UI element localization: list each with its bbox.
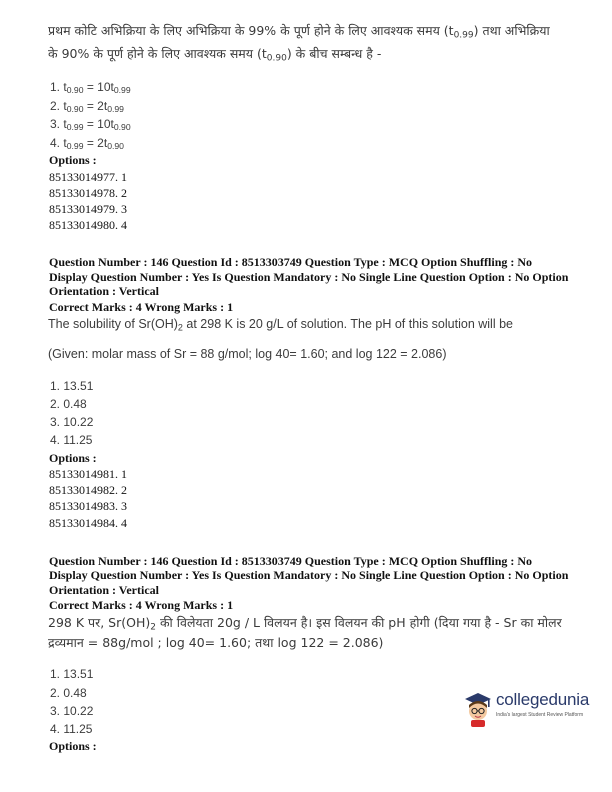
question-given: (Given: molar mass of Sr = 88 g/mol; log 40= 1.60; and log 122 = 2.086)	[48, 347, 447, 361]
question-meta-line3: Orientation : Vertical	[49, 583, 159, 597]
option-item: 2. $t_{0.90} = 2t_{0.99}$	[50, 99, 124, 115]
option-item: 3. 10.22	[50, 415, 94, 429]
question-text-line2: द्रव्यमान = 88g/mol ; log 40= 1.60; तथा log 122 = 2.086)	[48, 635, 384, 650]
option-code: 85133014983. 3	[49, 499, 127, 513]
question-text-line1: 298 K पर, $Sr(OH)_2$ की विलेयता 20g / L विलयन है। इस विलयन की pH होगी (दिया गया है - Sr का मोलर	[48, 615, 562, 633]
question-text-line2: के 90% के पूर्ण होने के लिए आवश्यक समय $(t_{0.90})$ के बीच सम्बन्ध है -	[48, 46, 382, 64]
options-label: Options :	[49, 153, 97, 167]
option-item: 3. 10.22	[50, 704, 94, 718]
option-item: 4. 11.25	[50, 433, 93, 447]
logo-tagline: India's largest Student Review Platform	[496, 712, 584, 718]
options-label: Options :	[49, 739, 97, 753]
question-meta-line1: Question Number : 146 Question Id : 8513303749 Question Type : MCQ Option Shuffling : No	[49, 554, 533, 568]
marks-line: Correct Marks : 4 Wrong Marks : 1	[49, 300, 234, 314]
option-code: 85133014977. 1	[49, 170, 127, 184]
option-code: 85133014980. 4	[49, 218, 127, 232]
option-code: 85133014981. 1	[49, 467, 127, 481]
option-code: 85133014984. 4	[49, 516, 127, 530]
question-meta-line3: Orientation : Vertical	[49, 284, 159, 298]
option-item: 2. 0.48	[50, 686, 87, 700]
option-item: 4. 11.25	[50, 722, 93, 736]
question-meta-line2: Display Question Number : Yes Is Question Mandatory : No Single Line Question Option : No Option	[49, 568, 569, 582]
option-code: 85133014979. 3	[49, 202, 127, 216]
option-code: 85133014982. 2	[49, 483, 127, 497]
marks-line: Correct Marks : 4 Wrong Marks : 1	[49, 598, 234, 612]
question-text-line1: प्रथम कोटि अभिक्रिया के लिए अभिक्रिया के 99% के पूर्ण होने के लिए आवश्यक समय $(t_{0.99})$ तथा अभिक्रिया	[48, 23, 550, 41]
option-item: 3. $t_{0.99} = 10t_{0.90}$	[50, 117, 131, 133]
logo-wordmark: collegedunia	[496, 690, 590, 709]
question-meta-line2: Display Question Number : Yes Is Question Mandatory : No Single Line Question Option : No Option	[49, 270, 569, 284]
option-item: 1. 13.51	[50, 667, 94, 681]
option-item: 2. 0.48	[50, 397, 87, 411]
question-meta-line1: Question Number : 146 Question Id : 8513303749 Question Type : MCQ Option Shuffling : No	[49, 255, 533, 269]
question-text: The solubility of $Sr(OH)_2$ at 298 K is 20 g/L of solution. The pH of this solution will be	[48, 317, 513, 333]
option-item: 1. $t_{0.90} = 10t_{0.99}$	[50, 80, 131, 96]
option-item: 4. $t_{0.99} = 2t_{0.90}$	[50, 136, 124, 152]
option-item: 1. 13.51	[50, 379, 94, 393]
option-code: 85133014978. 2	[49, 186, 127, 200]
options-label: Options :	[49, 451, 97, 465]
collegedunia-logo	[462, 688, 602, 730]
student-mascot-icon	[462, 690, 494, 728]
